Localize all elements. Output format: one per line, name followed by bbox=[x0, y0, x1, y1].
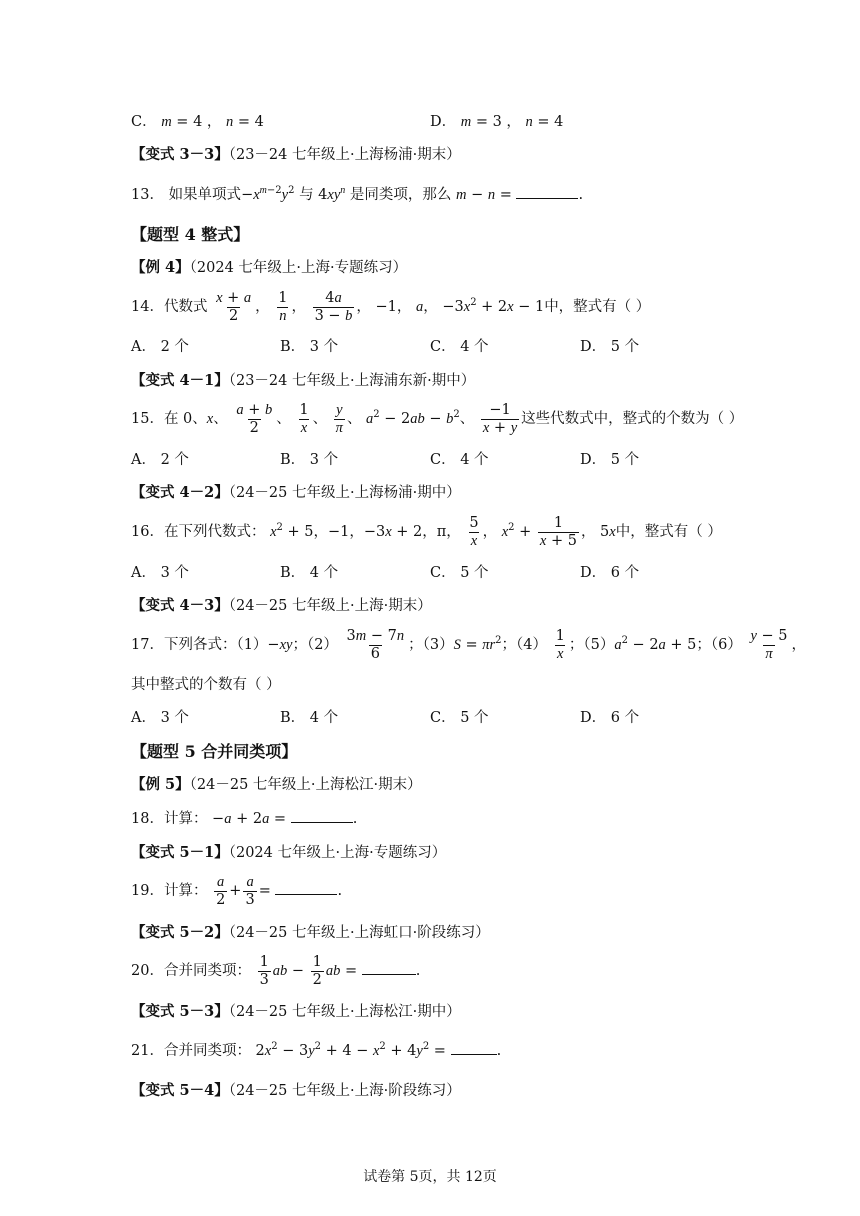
variant-5-2-source: 【变式 5－2】（24－25 七年级上·上海虹口·阶段练习） bbox=[131, 924, 490, 941]
option-a: A． 2 个 bbox=[131, 339, 189, 355]
question-21: 21．合并同类项： $2x^2 - 3y^2 + 4 - x^2 + 4y^2$ = . bbox=[131, 1041, 502, 1059]
option-c: C． 5 个 bbox=[430, 565, 489, 581]
option-c: C． m = 4 ， n = 4 bbox=[131, 114, 264, 130]
option-b: B． 4 个 bbox=[280, 710, 339, 726]
option-c: C． 4 个 bbox=[430, 339, 489, 355]
section-heading-4: 【题型 4 整式】 bbox=[131, 225, 250, 244]
question-14: 14．代数式 $\frac{x + a}{2}$ ， $\frac{1}{n}$ ， $\frac{4a}{3 - b}$ ， −1， a， $-3x^2 + 2x - 1$中，整式有（ ） bbox=[131, 289, 651, 324]
option-c: C． 4 个 bbox=[430, 452, 489, 468]
example-5-source: 【例 5】（24－25 七年级上·上海松江·期末） bbox=[131, 776, 422, 793]
option-d: D． m = 3 ， n = 4 bbox=[430, 114, 564, 130]
answer-blank[interactable] bbox=[516, 184, 578, 199]
answer-blank[interactable] bbox=[291, 808, 353, 823]
example-4-source: 【例 4】（2024 七年级上·上海·专题练习） bbox=[131, 259, 408, 276]
variant-3-3-source: 【变式 3－3】（23－24 七年级上·上海杨浦·期末） bbox=[131, 146, 461, 163]
variant-4-1-source: 【变式 4－1】（23－24 七年级上·上海浦东新·期中） bbox=[131, 372, 476, 389]
option-a: A． 2 个 bbox=[131, 452, 189, 468]
option-d: D． 5 个 bbox=[580, 339, 640, 355]
answer-blank[interactable] bbox=[451, 1040, 497, 1055]
variant-5-4-source: 【变式 5－4】（24－25 七年级上·上海·阶段练习） bbox=[131, 1082, 461, 1099]
variant-4-2-source: 【变式 4－2】（24－25 七年级上·上海杨浦·期中） bbox=[131, 484, 461, 501]
question-17: 17．下列各式：（1）−xy；（2） $\frac{3m - 7n}{6}$ ；$(3)S = \pi r^2$；（4） $\frac{1}{x}$ ；$(5)a^2 - 2a + 5$；（6） $\frac{y - 5}{\pi}$ ， bbox=[131, 627, 807, 662]
option-b: B． 4 个 bbox=[280, 565, 339, 581]
option-d: D． 5 个 bbox=[580, 452, 640, 468]
page-footer: 试卷第 5页，共 12页 bbox=[363, 1169, 497, 1185]
question-16: 16．在下列代数式： $x^2 + 5$，−1，−3x + 2，π， $\frac{5}{x}$ ， $x^2$ + $\frac{1}{x + 5}$ ， 5x中，整式有（ ） bbox=[131, 514, 722, 549]
answer-blank[interactable] bbox=[362, 960, 416, 975]
option-b: B． 3 个 bbox=[280, 452, 339, 468]
question-20: 20．合并同类项： $\frac{1}{3}$ ab − $\frac{1}{2}$ ab = . bbox=[131, 953, 421, 988]
question-13: 13． 如果单项式$-x^{m-2}y^2$ 与 $4xy^n$ 是同类项，那么 m − n = . bbox=[131, 185, 584, 203]
option-a: A． 3 个 bbox=[131, 710, 189, 726]
answer-blank[interactable] bbox=[275, 880, 337, 895]
option-c: C． 5 个 bbox=[430, 710, 489, 726]
question-18: 18．计算： −a + 2a = . bbox=[131, 808, 800, 830]
option-b: B． 3 个 bbox=[280, 339, 339, 355]
question-17-line2: 其中整式的个数有（ ） bbox=[131, 677, 281, 693]
question-19: 19．计算： $\frac{a}{2}$ + $\frac{a}{3}$ = . bbox=[131, 873, 343, 908]
variant-5-1-source: 【变式 5－1】（2024 七年级上·上海·专题练习） bbox=[131, 844, 447, 861]
option-a: A． 3 个 bbox=[131, 565, 189, 581]
variant-4-3-source: 【变式 4－3】（24－25 七年级上·上海·期末） bbox=[131, 597, 432, 614]
question-15: 15．在 0、x、 $\frac{a + b}{2}$ 、 $\frac{1}{x}$ 、 $\frac{y}{\pi}$ 、 $a^2 - 2ab - b^2$、 $\frac{-1}{x + y}$ 这些代数式中，整式的个数为（ ） bbox=[131, 401, 744, 436]
section-heading-5: 【题型 5 合并同类项】 bbox=[131, 742, 298, 761]
option-d: D． 6 个 bbox=[580, 710, 640, 726]
option-d: D． 6 个 bbox=[580, 565, 640, 581]
variant-5-3-source: 【变式 5－3】（24－25 七年级上·上海松江·期中） bbox=[131, 1003, 461, 1020]
